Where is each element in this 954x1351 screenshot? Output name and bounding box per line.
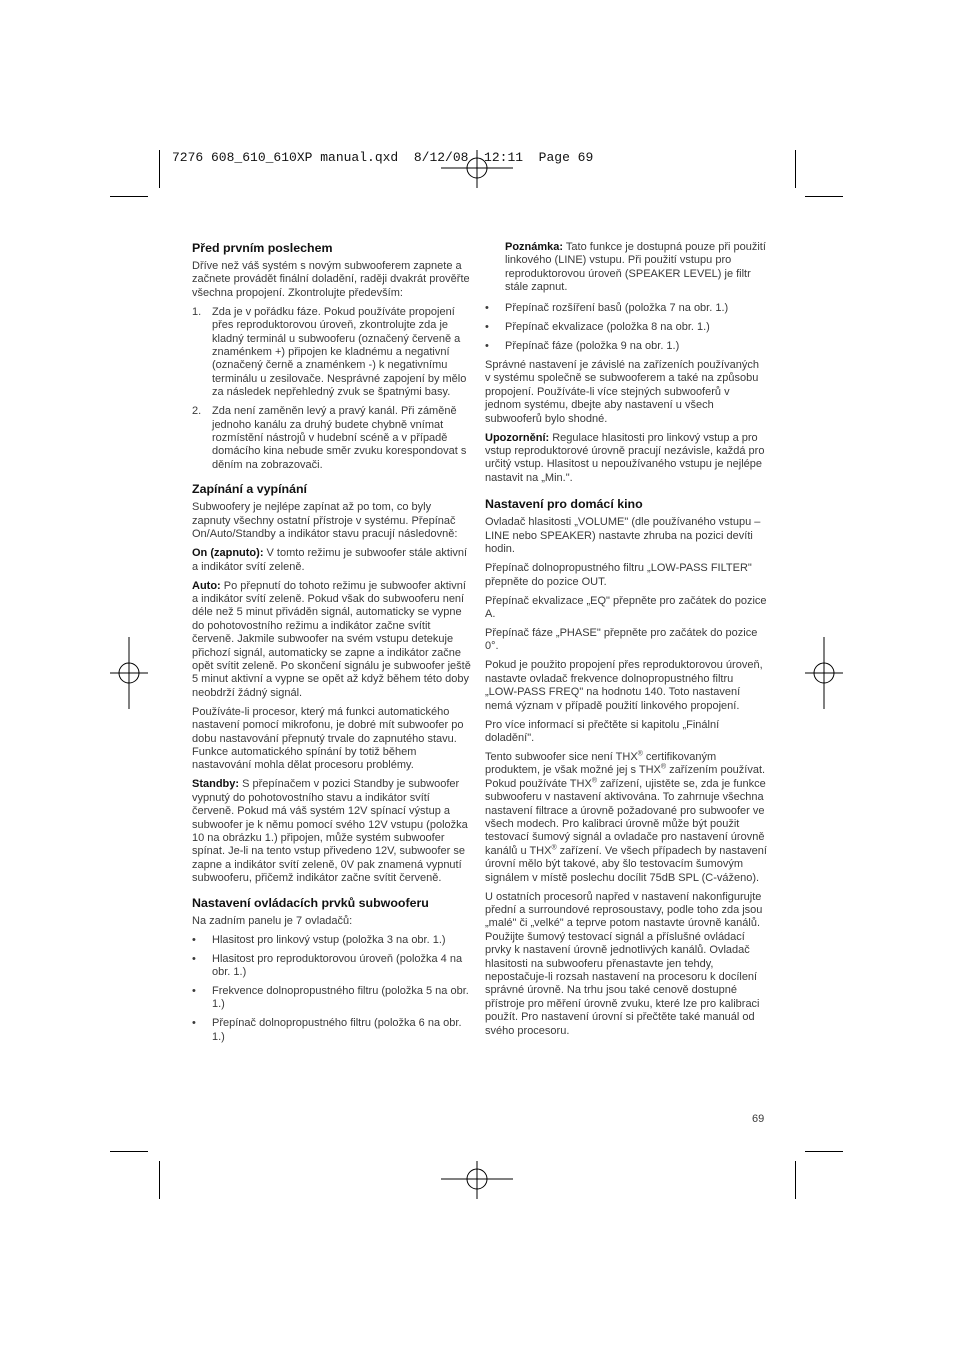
right-column <box>485 241 767 1044</box>
paragraph: Správné nastavení je závislé na zařízeních používaných v systému společně se subwooferem a také na způsobu propojení. Používáte-li více stejných subwooferů v jednom systému, dbejte aby nastavení u všech subwooferů bylo shodné. <box>485 359 759 425</box>
list-item: • Hlasitost pro linkový vstup (položka 3 na obr. 1.) <box>192 934 472 947</box>
heading-home-cinema: Nastavení pro domácí kino <box>485 497 643 512</box>
list-item: • Přepínač ekvalizace (položka 8 na obr. 1.) <box>485 321 767 334</box>
paragraph: U ostatních procesorů napřed v nastavení nakonfigurujte přední a surroundové reprosoustavy, podle toho zda jsou „malé" či „velké" a teprve potom nastavte úrovně kanálů. Použijte šumový testovací signál a příslušné ovládací prvky k nastavení úrovně jednotlivých kanálů. Ovladač hlasitosti na subwooferu přenastavte jen tehdy, nepostačuje-li rozsah nastavení na procesoru k docílení správné úrovně. Na trhu jsou také cenově dostupné přístroje pro měření úrovně zvuku, které lze pro kalibraci použít. Pro nastavení úrovní si přečtěte také manuál od svého procesoru. <box>485 890 763 1037</box>
list-item: • Hlasitost pro reproduktorovou úroveň (položka 4 na obr. 1.) <box>192 953 472 980</box>
heading-power-on-off: Zapínání a vypínání <box>192 482 307 497</box>
list-item: • Přepínač dolnopropustného filtru (položka 6 na obr. 1.) <box>192 1017 472 1044</box>
bullet-list <box>485 302 767 353</box>
list-item: 2. Zda není zaměněn levý a pravý kanál. Při záměně jednoho kanálu za druhý budete chybně vnímat rozmístění nástrojů v hudební scéně a v případě domácího kina nebude směr zvuku korespondovat s děním na zobrazovači. <box>192 405 467 471</box>
list-item: • Přepínač fáze (položka 9 na obr. 1.) <box>485 340 767 353</box>
numbered-list <box>192 306 472 472</box>
left-column <box>192 241 472 1050</box>
heading-subwoofer-controls: Nastavení ovládacích prvků subwooferu <box>192 895 429 910</box>
heading-before-first-listening: Před prvním poslechem <box>192 241 333 255</box>
note-paragraph: Poznámka: Tato funkce je dostupná pouze při použití linkového (LINE) vstupu. Při použití vstupu pro reproduktorovou úroveň (SPEAKER LEVEL) je filtr stále zapnut. <box>505 241 766 294</box>
page-number: 69 <box>752 1113 765 1125</box>
paragraph: Pokud je použito propojení přes reproduktorovou úroveň, nastavte ovladač frekvence dolnopropustného filtru „LOW-PASS FREQ" na hodnotu 140. Toto nastavení nemá význam v případě použití linkového propojení. <box>485 659 763 712</box>
registration-mark-right <box>805 637 843 709</box>
print-slug: 7276 608_610_610XP manual.qxd 8/12/08 12:11 Page 69 <box>172 150 594 165</box>
paragraph: Přepínač dolnopropustného filtru „LOW-PASS FILTER" přepněte do pozice OUT. <box>485 562 752 588</box>
paragraph-on: On (zapnuto): V tomto režimu je subwoofer stále aktivní a indikátor svítí zeleně. <box>192 547 468 573</box>
list-item: • Přepínač rozšíření basů (položka 7 na obr. 1.) <box>485 302 767 315</box>
paragraph: Přepínač fáze „PHASE" přepněte pro začátek do pozice 0°. <box>485 626 758 653</box>
paragraph: Používáte-li procesor, který má funkci automatického nastavení pomocí mikrofonu, je dobré mít subwoofer po dobu nastavování přepnutý trvale do zapnutého stavu. Funkce automatického spínání by totiž během nastavování mohla dělat procesoru problémy. <box>192 705 464 772</box>
list-item: • Frekvence dolnopropustného filtru (položka 5 na obr. 1.) <box>192 985 472 1012</box>
paragraph: Pro více informací si přečtěte si kapitolu „Finální doladění". <box>485 718 720 744</box>
paragraph: Dříve než váš systém s novým subwooferem zapnete a začnete provádět finální doladění, raději dvakrát prověřte všechna propojení. Zkontrolujte především: <box>192 260 470 299</box>
paragraph: Ovladač hlasitosti „VOLUME" (dle používaného vstupu – LINE nebo SPEAKER) nastavte zhruba na pozici devíti hodin. <box>485 516 761 556</box>
paragraph: Na zadním panelu je 7 ovladačů: <box>192 914 353 927</box>
bullet-list <box>192 934 472 1045</box>
paragraph: Subwoofery je nejlépe zapínat až po tom, co byly zapnuty všechny ostatní přístroje v systému. Přepínač On/Auto/Standby a indikátor stavu pracují následovně: <box>192 501 458 541</box>
warning-paragraph: Upozornění: Regulace hlasitosti pro linkový vstup a pro vstup reproduktorové úrovně pracují nezávisle, každá pro určitý vstup. Hlasitost u nepoužívaného vstupu je nejlépe nastavit na „Min.". <box>485 431 765 484</box>
list-item: 1. Zda je v pořádku fáze. Pokud používáte propojení přes reproduktorovou úroveň, zkontrolujte zda je kladný terminál u subwooferu (označený červeně a znaménkem +) připojen ke kladnému a negativní (označený černě a znaménkem -) k negativnímu terminálu u zesilovače. Nesprávné zapojení by mělo za následek nepřehledný zvuk se špatnými basy. <box>192 305 467 399</box>
thx-paragraph: Tento subwoofer sice není THX® certifikovaným produktem, je však možné jej s THX® zařízením používat. Pokud používáte THX® zařízení, ujistěte se, zda je funkce subwooferu v nastavení aktivována. To zahrnuje všechna nastavení filtrace a úrovně požadované pro subwoofer ve všech modech. Pro kalibraci úrovně může být použit testovací šumový signál a ovladače pro nastavení úrovně kanálů u THX® zařízení. Ve všech případech by nastavení úrovní mělo být takové, aby šlo testovacím šumovým signálem v místě poslechu docílit 75dB SPL (C-váženo). <box>485 750 767 884</box>
registration-mark-left <box>110 637 148 709</box>
paragraph-standby: Standby: S přepínačem v pozici Standby je subwoofer vypnutý do pohotovostního stavu a indikátor svítí červeně. Pokud má váš systém 12V spínací výstup a subwoofer je k němu pomocí svého 12V vstupu (položka 10 na obrázku 1.) připojen, může systém subwoofer spínat. Je-li na tento vstup přivedeno 12V, subwoofer se zapne a indikátor svítí zeleně, 0V pak znamená vypnutí subwooferu, přičemž indikátor začne svítit červeně. <box>192 778 468 885</box>
paragraph: Přepínač ekvalizace „EQ" přepněte pro začátek do pozice A. <box>485 594 767 620</box>
registration-mark-top <box>441 150 513 188</box>
paragraph-auto: Auto: Po přepnutí do tohoto režimu je subwoofer aktivní a indikátor svítí zeleně. Pokud však do subwooferu není déle než 5 minut přiváděn signál, automaticky se vypne do pohotovostního režimu a indikátor začne svítit červeně. Jakmile subwoofer na svém vstupu detekuje přichozí signál, automaticky se zapne a indikátor začne opět svítit zeleně. Po skončení signálu je subwoofer ještě 5 minut aktivní a vypne se opět až když během této doby neobdrží žádný signál. <box>192 579 471 699</box>
registration-mark-bottom <box>441 1161 513 1199</box>
